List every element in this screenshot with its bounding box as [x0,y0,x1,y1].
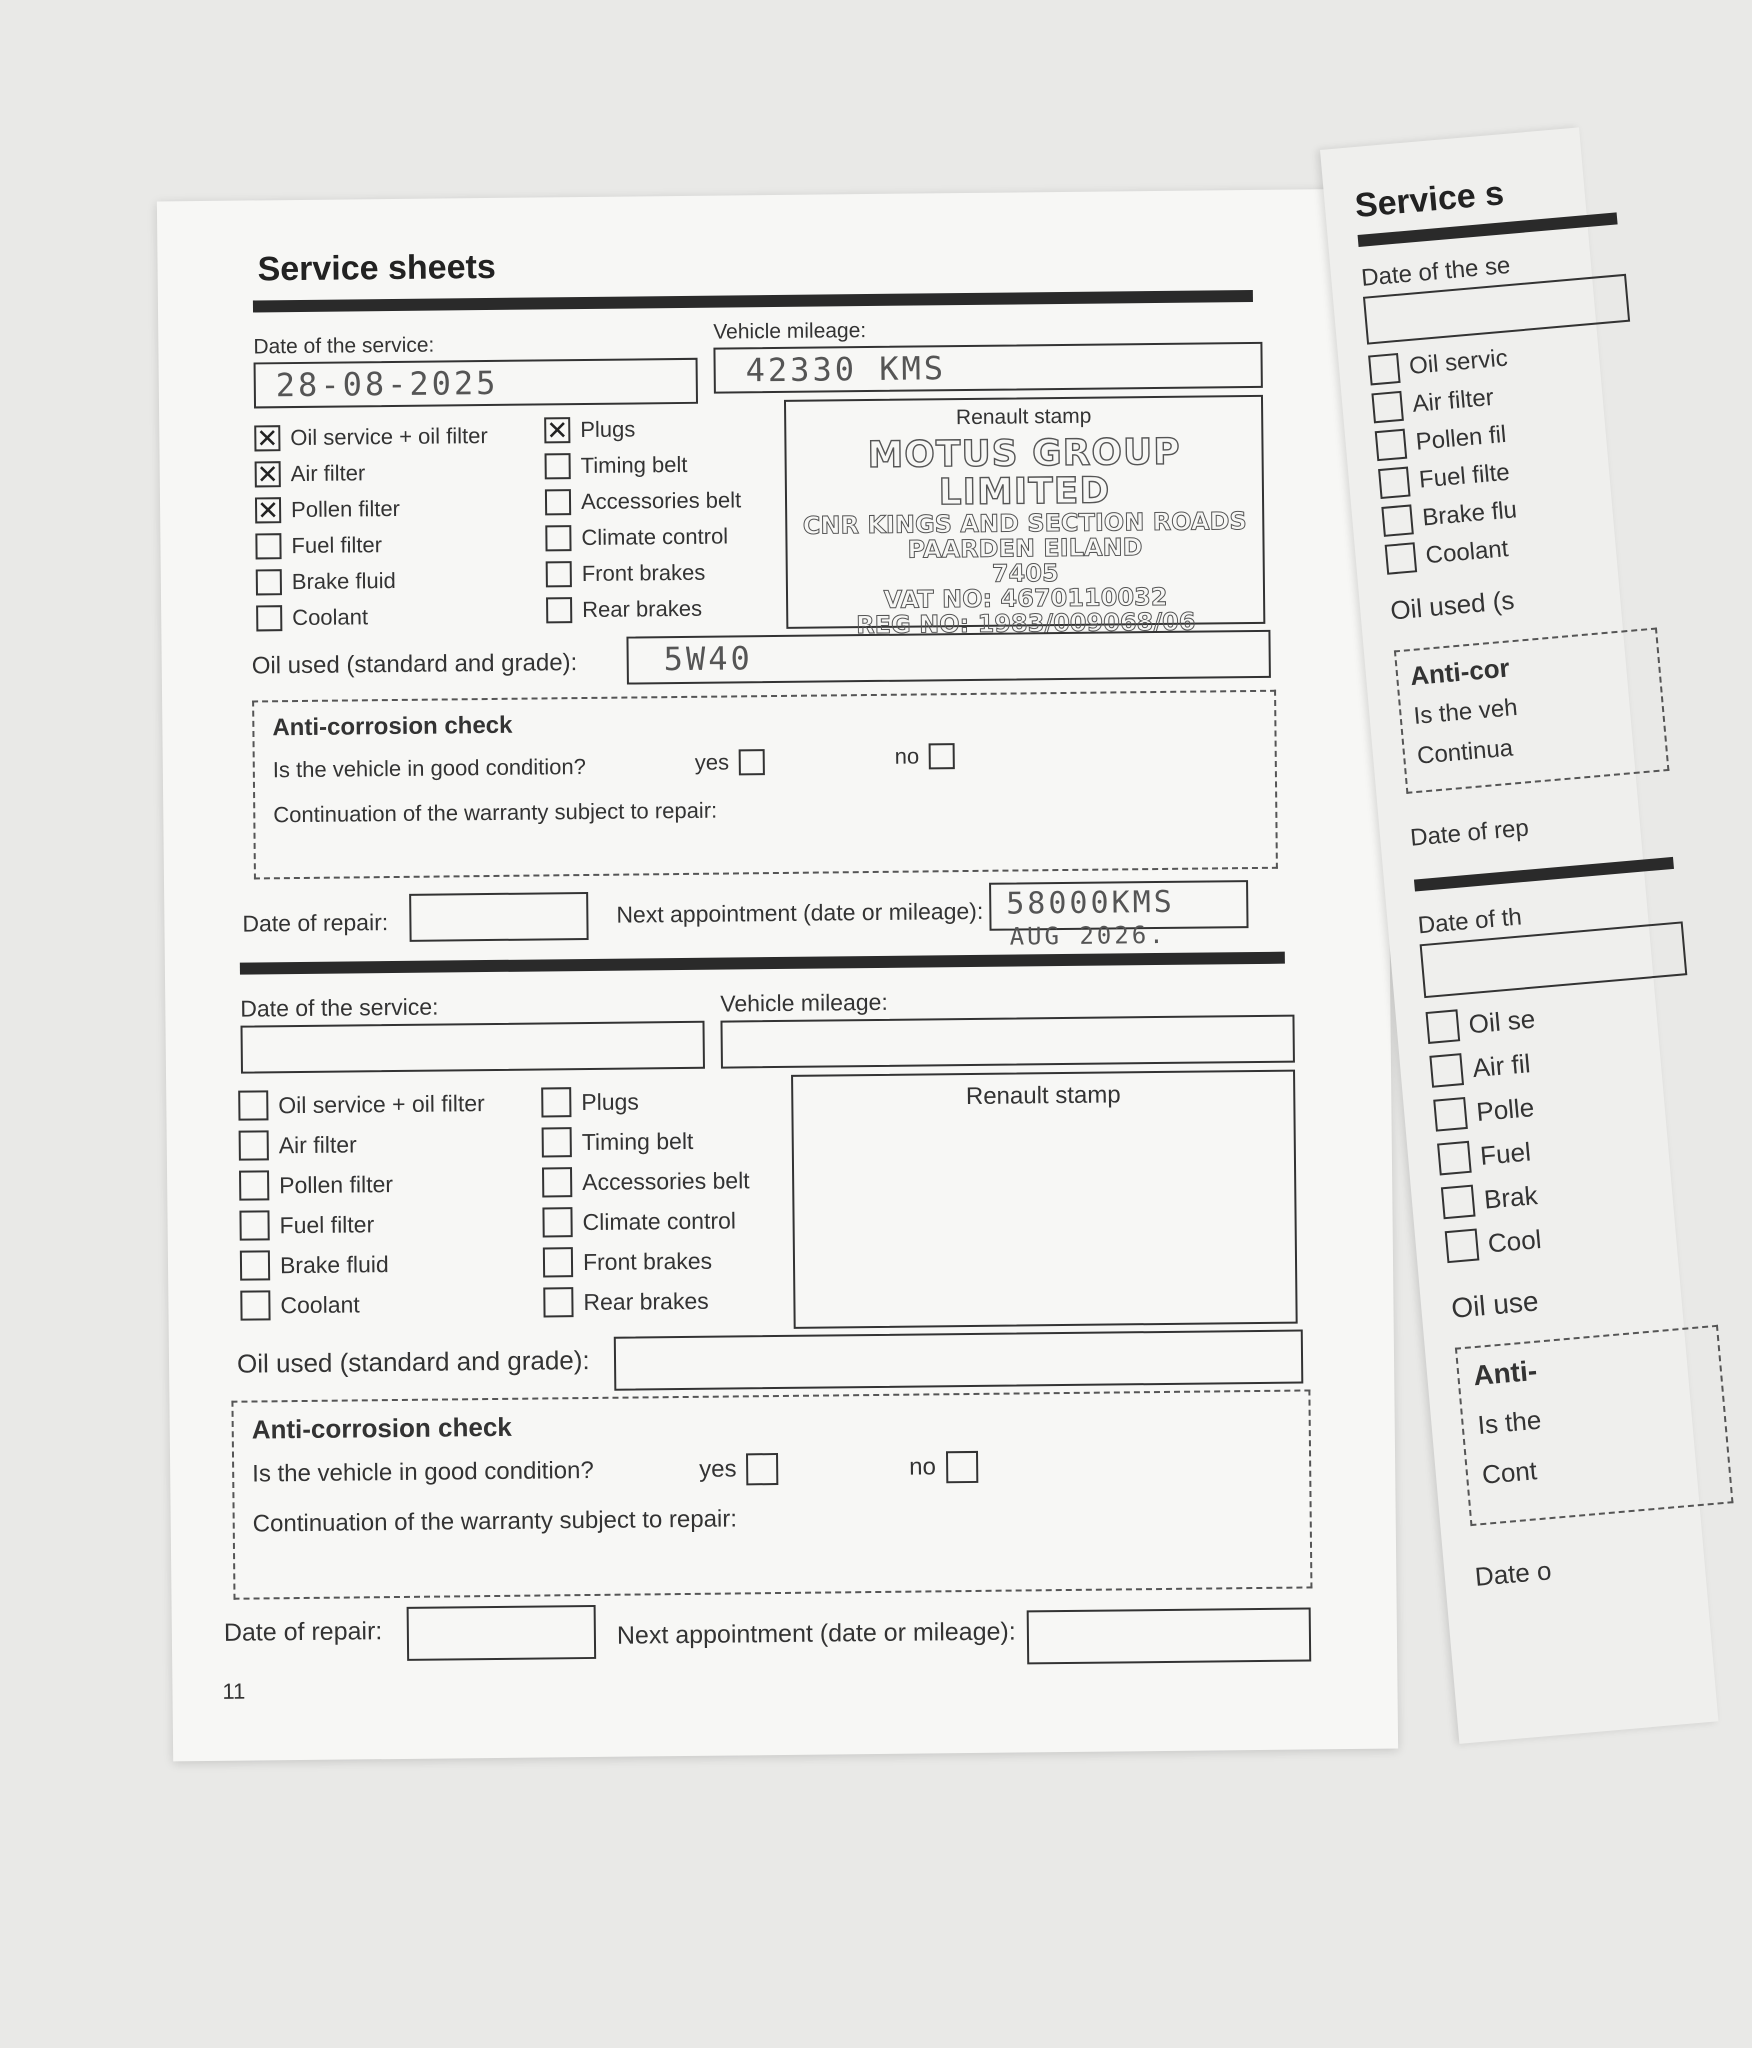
check-plugs[interactable]: Plugs [541,1080,781,1123]
check-fuel-filter[interactable]: Fuel filter [239,1202,559,1245]
anticorrosion-question: Is the vehicle in good condition? [252,1456,594,1488]
checkbox-icon[interactable] [1371,391,1404,424]
right-checklist-2: Oil se Air fil Polle Fuel Brak Cool [1425,997,1556,1269]
sheet1-next-label: Next appointment (date or mileage): [616,897,984,928]
check-accessories-belt[interactable]: Accessories belt [542,1160,782,1203]
check-brake-fluid[interactable]: Brake fluid [256,561,556,600]
right-repair-label-2: Date o [1473,1555,1553,1592]
sheet1-checklist-left [254,417,556,636]
right-anticorrosion-box-2: Anti- Is the Cont [1455,1325,1734,1526]
anticorrosion-yes[interactable]: yes [699,1453,779,1486]
checkbox-icon[interactable] [946,1451,978,1483]
sheet1-oil-label: Oil used (standard and grade): [251,649,578,680]
checkbox-icon[interactable] [1445,1228,1480,1263]
checkbox-icon[interactable] [1378,467,1411,500]
anticorrosion-continuation: Continuation of the warranty subject to repair: [273,797,718,828]
title-rule [253,290,1253,312]
anticorrosion-no[interactable]: no [895,743,956,770]
checkbox-icon[interactable] [542,1207,572,1237]
check-front-brakes[interactable]: Front brakes [543,1240,783,1283]
page-title: Service sheets [257,247,496,289]
sheet1-anticorrosion-box [252,690,1278,880]
check-air-filter[interactable]: ✕ Air filter [255,453,555,492]
check-climate-control[interactable]: Climate control [545,518,775,556]
sheet2-oil-field[interactable] [614,1330,1304,1391]
anticorrosion-continuation: Continuation of the warranty subject to repair: [252,1505,738,1538]
sheet2-checklist-right [541,1080,784,1323]
checkbox-icon[interactable] [1368,353,1401,386]
check-timing-belt[interactable]: Timing belt [542,1120,782,1163]
checkbox-icon[interactable] [240,1290,270,1320]
checkbox-icon[interactable] [545,525,571,551]
sheet1-date-field[interactable] [254,358,698,409]
checkbox-icon[interactable] [239,1210,269,1240]
dealer-stamp: MOTUS GROUP LIMITED CNR KINGS AND SECTION ROADS PAARDEN EILAND 7405 VAT NO: 4670110032 REG NO: 1983/009068/06 [802,431,1247,640]
checkbox-icon[interactable] [546,561,572,587]
check-rear-brakes[interactable]: Rear brakes [543,1280,783,1323]
checkbox-icon[interactable] [929,743,955,769]
sheet2-date-label: Date of the service: [240,993,439,1022]
checkbox-icon[interactable] [1426,1009,1461,1044]
sheet2-next-field[interactable] [1027,1607,1312,1664]
sheet1-repair-field[interactable] [409,892,588,942]
sheet1-checklist-right [544,410,776,628]
check-accessories-belt[interactable]: Accessories belt [545,482,775,520]
check-plugs[interactable]: ✕ Plugs [544,410,774,448]
checkbox-icon[interactable] [542,1167,572,1197]
sheet1-oil-value: 5W40 [663,639,753,679]
anticorrosion-question: Is the vehicle in good condition? [272,753,587,783]
check-climate-control[interactable]: Climate control [542,1200,782,1243]
right-divider [1414,857,1674,892]
sheet2-mileage-field[interactable] [720,1015,1294,1069]
stamp-label: Renault stamp [955,404,1092,430]
checkbox-icon[interactable] [1437,1141,1472,1176]
checkbox-checked-icon[interactable]: ✕ [255,461,281,487]
checkbox-icon[interactable] [255,533,281,559]
checkbox-icon[interactable] [546,597,572,623]
sheet1-mileage-label: Vehicle mileage: [713,319,867,344]
right-oil-label: Oil used (s [1389,584,1516,626]
checkbox-checked-icon[interactable]: ✕ [255,497,281,523]
sheet1-mileage-field[interactable] [713,342,1262,394]
right-date-label-2: Date of th [1416,903,1523,940]
check-front-brakes[interactable]: Front brakes [546,554,776,592]
sheet2-checklist-left [238,1082,560,1325]
checkbox-icon[interactable] [1375,429,1408,462]
sheet1-next-note: AUG 2026. [1009,920,1167,951]
sheet1-date-value: 28-08-2025 [275,363,499,405]
right-date-label: Date of the se [1360,251,1512,292]
check-oil-service[interactable]: Oil service + oil filter [238,1082,558,1125]
check-brake-fluid[interactable]: Brake fluid [240,1242,560,1285]
sheet2-anticorrosion-box [231,1389,1312,1599]
stamp-label: Renault stamp [965,1081,1121,1111]
check-air-filter[interactable]: Air filter [239,1122,559,1165]
sheet2-repair-label: Date of repair: [223,1617,383,1647]
right-anticorrosion-box: Anti-cor Is the veh Continua [1394,627,1670,793]
sheet1-next-value: 58000KMS [1006,884,1175,922]
checkbox-icon[interactable] [542,1127,572,1157]
checkbox-icon[interactable] [256,605,282,631]
right-page-title: Service s [1353,174,1506,226]
checkbox-icon[interactable] [1385,542,1418,575]
sheet2-repair-field[interactable] [407,1605,597,1661]
checkbox-icon[interactable] [1429,1053,1464,1088]
sheet2-date-field[interactable] [241,1021,705,1074]
checkbox-icon[interactable] [239,1130,269,1160]
check-rear-brakes[interactable]: Rear brakes [546,590,776,628]
sheet2-oil-label: Oil used (standard and grade): [236,1344,590,1379]
check-pollen-filter[interactable]: ✕ Pollen filter [255,489,555,528]
checkbox-icon[interactable] [545,453,571,479]
check-oil-service[interactable]: ✕ Oil service + oil filter [254,417,554,456]
check-coolant[interactable]: Coolant [256,597,556,636]
checkbox-icon[interactable] [1441,1185,1476,1220]
checkbox-icon[interactable] [543,1287,573,1317]
right-oil-label-2: Oil use [1450,1285,1540,1324]
checkbox-icon[interactable] [238,1090,268,1120]
anticorrosion-yes[interactable]: yes [695,749,766,776]
checkbox-icon[interactable] [240,1250,270,1280]
sheet-divider [240,952,1285,975]
checkbox-icon[interactable] [545,489,571,515]
sheet1-mileage-value: 42330 KMS [745,349,947,390]
checkbox-checked-icon[interactable]: ✕ [544,417,570,443]
checkbox-icon[interactable] [256,569,282,595]
checkbox-icon[interactable] [746,1453,778,1485]
right-checklist-1: Oil servic Air filter Pollen fil Fuel filte Brake flu Coolant [1368,340,1526,579]
sheet1-oil-field[interactable] [626,630,1270,685]
checkbox-checked-icon[interactable]: ✕ [254,425,280,451]
sheet2-mileage-label: Vehicle mileage: [720,988,888,1017]
service-sheet-page [157,189,1398,1762]
anticorrosion-title: Anti-corrosion check [272,711,513,742]
checkbox-icon[interactable] [541,1087,571,1117]
sheet2-stamp-box [791,1070,1298,1329]
check-timing-belt[interactable]: Timing belt [544,446,774,484]
check-fuel-filter[interactable]: Fuel filter [255,525,555,564]
check-pollen-filter[interactable]: Pollen filter [239,1162,559,1205]
sheet2-next-label: Next appointment (date or mileage): [616,1617,1016,1650]
checkbox-icon[interactable] [1381,504,1414,537]
checkbox-icon[interactable] [543,1247,573,1277]
checkbox-icon[interactable] [739,749,765,775]
check-coolant[interactable]: Coolant [240,1282,560,1325]
checkbox-icon[interactable] [239,1170,269,1200]
right-repair-label: Date of rep [1409,814,1530,852]
sheet1-stamp-box [784,395,1265,640]
page-number: 11 [222,1678,246,1704]
checkbox-icon[interactable] [1433,1097,1468,1132]
anticorrosion-no[interactable]: no [909,1451,978,1484]
sheet1-date-label: Date of the service: [253,333,435,359]
sheet1-repair-label: Date of repair: [242,909,389,937]
anticorrosion-title: Anti-corrosion check [251,1411,512,1445]
